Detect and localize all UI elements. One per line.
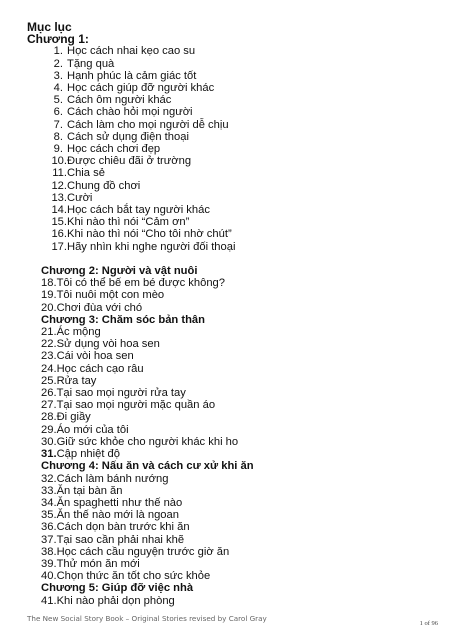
chapter-1-title: Chương 1: [27, 32, 89, 47]
toc-item: 40.Chọn thức ăn tốt cho sức khỏe [41, 570, 211, 583]
toc-item: 18.Tôi có thể bế em bé được không? [41, 277, 226, 290]
toc-item: 21.Ác mộng [41, 326, 101, 339]
toc-item: 20.Chơi đùa với chó [41, 301, 143, 314]
toc-item: 27.Tại sao mọi người mặc quần áo [41, 399, 216, 412]
toc-item: 31.Cập nhiệt độ [41, 448, 121, 461]
toc-item: 15.Khi nào thì nói “Cảm ơn” [51, 216, 190, 229]
section-spacer [27, 253, 437, 265]
toc-item: 11.Chia sẻ [52, 167, 105, 180]
toc-item: 9. Học cách chơi đẹp [53, 143, 161, 156]
toc-item: 35.Ăn thế nào mới là ngoan [41, 509, 179, 522]
toc-item: 17.Hãy nhìn khi nghe người đối thoại [51, 240, 236, 253]
toc-item: 14.Học cách bắt tay người khác [51, 204, 210, 217]
toc-item: 41.Khi nào phải dọn phòng [41, 594, 175, 607]
toc-item: 7. Cách làm cho mọi người dễ chịu [53, 118, 229, 131]
toc-item: 4. Học cách giúp đỡ người khác [53, 82, 215, 95]
toc-item: 34.Ăn spaghetti như thế nào [41, 496, 183, 509]
toc-item: 13.Cười [51, 191, 93, 204]
toc-item: 29.Áo mới của tôi [41, 423, 129, 436]
chapters-2-5-list [27, 265, 437, 607]
toc-item: 8. Cách sử dụng điện thoại [53, 130, 189, 143]
toc-item: 24.Học cách cạo râu [41, 362, 144, 375]
toc-title: Mục lục [27, 20, 72, 34]
toc-item: 37.Tại sao cần phải nhai khẽ [41, 533, 185, 546]
toc-item: 32.Cách làm bánh nướng [41, 472, 169, 485]
chapter-4-title: Chương 4: Nấu ăn và cách cư xử khi ăn [41, 460, 254, 473]
toc-item: 2. Tặng quà [53, 57, 115, 70]
toc-item: 39.Thử món ăn mới [41, 557, 140, 570]
toc-item: 12.Chung đồ chơi [51, 179, 141, 192]
page-footer: The New Social Story Book – Original Stories revised by Carol Gray [27, 614, 267, 623]
toc-item: 10.Được chiêu đãi ở trường [51, 155, 192, 168]
chapter-3-title: Chương 3: Chăm sóc bản thân [41, 313, 205, 326]
toc-item: 28.Đi giầy [41, 411, 91, 424]
toc-item: 3. Hạnh phúc là cảm giác tốt [53, 69, 197, 82]
toc-item: 16.Khi nào thì nói “Cho tôi nhờ chút” [51, 228, 232, 241]
toc-item: 25.Rửa tay [41, 374, 97, 387]
toc-item: 23.Cái vòi hoa sen [41, 350, 134, 363]
chapter-5-title: Chương 5: Giúp đỡ việc nhà [41, 582, 194, 595]
toc-item: 33.Ăn tại bàn ăn [41, 484, 123, 497]
toc-item: 22.Sử dụng vòi hoa sen [41, 338, 160, 351]
toc-item: 26.Tại sao mọi người rửa tay [41, 387, 186, 400]
toc-item: 38.Học cách cầu nguyện trước giờ ăn [41, 545, 230, 558]
toc-item: 6. Cách chào hỏi mọi người [53, 106, 193, 119]
toc-item: 19.Tôi nuôi một con mèo [41, 289, 165, 302]
toc-item: 5. Cách ôm người khác [53, 94, 172, 107]
chapter-1-list [27, 45, 437, 252]
page-number: 1 of 96 [419, 620, 438, 627]
toc-item: 1. Học cách nhai kẹo cao su [53, 45, 196, 58]
toc-item: 36.Cách dọn bàn trước khi ăn [41, 521, 190, 534]
table-of-contents [27, 21, 437, 607]
toc-item: 30.Giữ sức khỏe cho người khác khi ho [41, 435, 239, 448]
chapter-2-title: Chương 2: Người và vật nuôi [41, 265, 198, 278]
